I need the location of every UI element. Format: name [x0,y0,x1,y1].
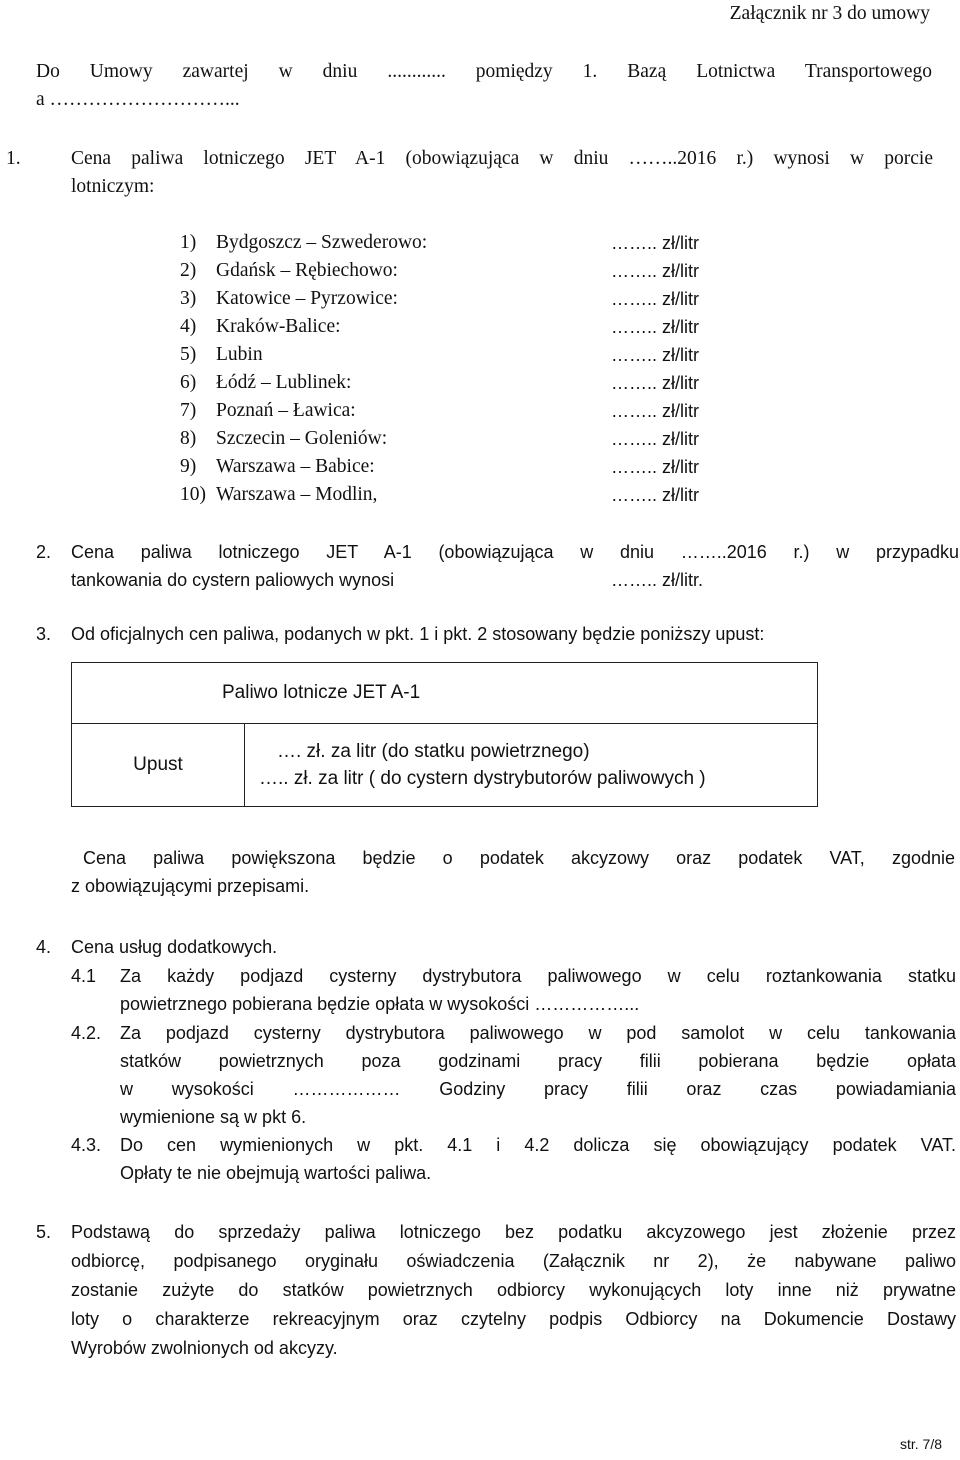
airport-number: 3) [180,288,197,309]
section-2-line-2: tankowania do cystern paliowych wynosi [71,570,395,590]
section-3-number: 3. [36,624,52,644]
airport-number: 8) [180,428,197,449]
subsection-line: wymienione są w pkt 6. [120,1107,307,1127]
subsection-line: Za każdy podjazd cysterny dystrybutora paliwowego w celu roztankowania statku [120,966,956,986]
section-2-number: 2. [36,542,52,562]
airport-price: …….. zł/litr [611,317,699,337]
annex-title: Załącznik nr 3 do umowy [729,3,930,24]
airport-number: 10) [180,484,206,505]
airport-name: Szczecin – Goleniów: [216,428,388,449]
subsection-number: 4.1 [71,966,97,986]
section-5-line: zostanie zużyte do statków powietrznych odbiorcy wykonujących loty inne niż prywatne [71,1280,956,1300]
rebate-table-header: Paliwo lotnicze JET A-1 [72,663,818,724]
section-5-line: Wyrobów zwolnionych od akcyzy. [71,1338,338,1358]
airport-price: …….. zł/litr [611,233,699,253]
airport-name: Warszawa – Babice: [216,456,375,477]
intro-line-2: a ………………………... [36,89,240,110]
airport-number: 7) [180,400,197,421]
vat-note-line-2: z obowiązującymi przepisami. [71,876,310,896]
airport-number: 6) [180,372,197,393]
section-2-line-1: Cena paliwa lotniczego JET A-1 (obowiązująca w dniu ……..2016 r.) w przypadku [71,542,959,562]
airport-price: …….. zł/litr [611,261,699,281]
section-5-number: 5. [36,1222,52,1242]
subsection-line: powietrznego pobierana będzie opłata w wysokości ……………... [120,994,640,1014]
rebate-line-aircraft: …. zł. za litr (do statku powietrznego) [277,741,590,762]
section-1-line-2: lotniczym: [71,176,155,197]
airport-name: Katowice – Pyrzowice: [216,288,398,309]
airport-price: …….. zł/litr [611,401,699,421]
airport-name: Bydgoszcz – Szwederowo: [216,232,428,253]
section-5-line: odbiorcę, podpisanego oryginału oświadczenia (Załącznik nr 2), że nabywane paliwo [71,1251,956,1271]
airport-price: …….. zł/litr [611,345,699,365]
rebate-line-tankers: ….. zł. za litr ( do cystern dystrybutorów paliwowych ) [259,768,706,789]
subsection-line: statków powietrznych poza godzinami pracy filii pobierana będzie opłata [120,1051,956,1071]
subsection-line: Za podjazd cysterny dystrybutora paliwowego w pod samolot w celu tankowania [120,1023,956,1043]
airport-number: 2) [180,260,197,281]
airport-name: Kraków-Balice: [216,316,341,337]
subsection-number: 4.3. [71,1135,102,1155]
airport-price: …….. zł/litr [611,373,699,393]
airport-price: …….. zł/litr [611,457,699,477]
section-3-text: Od oficjalnych cen paliwa, podanych w pkt. 1 i pkt. 2 stosowany będzie poniższy upust: [71,624,765,644]
rebate-table [71,662,818,807]
airport-number: 9) [180,456,197,477]
section-5-line: loty o charakterze rekreacyjnym oraz czytelny podpis Odbiorcy na Dokumencie Dostawy [71,1309,956,1329]
section-1-number: 1. [6,148,21,169]
section-1-line-1: Cena paliwa lotniczego JET A-1 (obowiązująca w dniu ……..2016 r.) wynosi w porcie [71,148,933,169]
section-5-line: Podstawą do sprzedaży paliwa lotniczego bez podatku akcyzowego jest złożenie przez [71,1222,956,1242]
airport-price: …….. zł/litr [611,429,699,449]
airport-number: 1) [180,232,197,253]
airport-name: Warszawa – Modlin, [216,484,378,505]
subsection-line: Opłaty te nie obejmują wartości paliwa. [120,1163,432,1183]
intro-line-1: Do Umowy zawartej w dniu ............ pomiędzy 1. Bazą Lotnictwa Transportowego [36,61,932,82]
section-2-price: …….. zł/litr. [611,570,704,590]
airport-number: 5) [180,344,197,365]
airport-name: Gdańsk – Rębiechowo: [216,260,398,281]
subsection-line: w wysokości ……………… Godziny pracy filii oraz czas powiadamiania [120,1079,956,1099]
subsection-line: Do cen wymienionych w pkt. 4.1 i 4.2 dolicza się obowiązujący podatek VAT. [120,1135,956,1155]
page-number: str. 7/8 [900,1436,943,1452]
airport-number: 4) [180,316,197,337]
rebate-row-label: Upust [72,724,245,807]
subsection-number: 4.2. [71,1023,102,1043]
airport-price: …….. zł/litr [611,485,699,505]
section-4-title: Cena usług dodatkowych. [71,937,278,957]
section-4-number: 4. [36,937,52,957]
airport-name: Poznań – Ławica: [216,400,356,421]
airport-name: Lubin [216,344,263,365]
airport-price: …….. zł/litr [611,289,699,309]
airport-name: Łódź – Lublinek: [216,372,352,393]
rebate-values [245,724,818,807]
vat-note-line-1: Cena paliwa powiększona będzie o podatek akcyzowy oraz podatek VAT, zgodnie [83,848,955,868]
